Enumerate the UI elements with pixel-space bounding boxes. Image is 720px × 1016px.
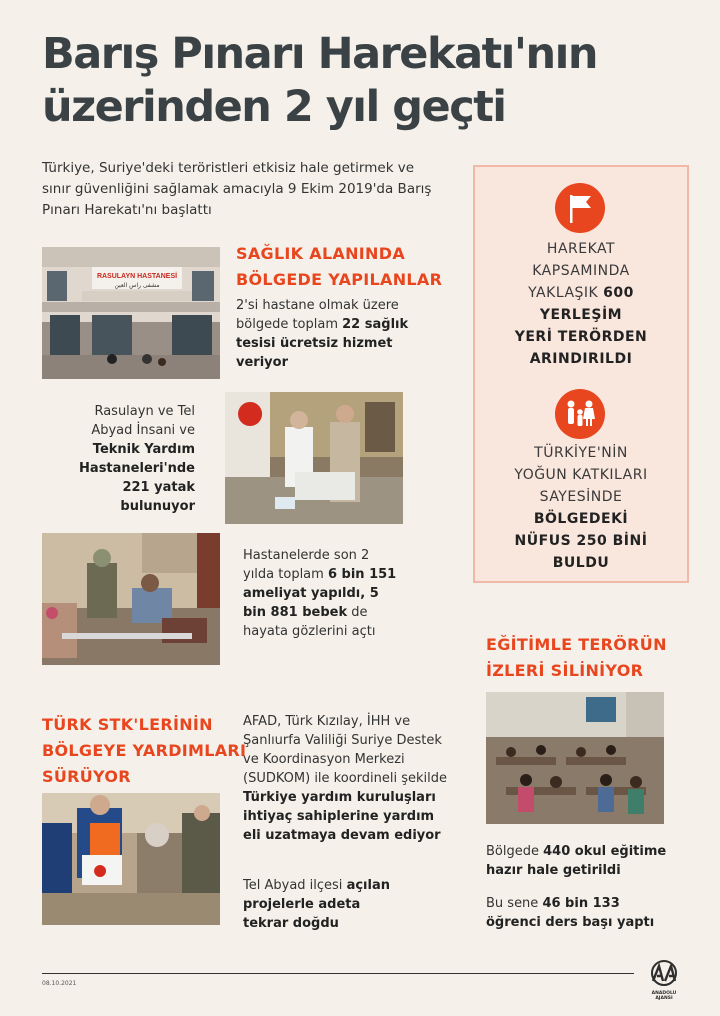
- aid-photo: [42, 793, 220, 925]
- footer-date: 08.10.2021: [42, 980, 77, 987]
- stk-heading-line-3: SÜRÜYOR: [42, 767, 131, 786]
- stk-paragraph-2: Tel Abyad ilçesi açılan projelerle adeta tekrar doğdu: [243, 878, 390, 931]
- hospital-photo: [42, 247, 220, 379]
- education-heading-line-1: EĞİTİMLE TERÖRÜN: [486, 635, 667, 654]
- classroom-photo: [486, 692, 664, 824]
- aa-logo-text: ANADOLU AJANSI: [651, 991, 677, 1001]
- footer-divider: [42, 973, 634, 974]
- stat-population: TÜRKİYE'NİN YOĞUN KATKILARI SAYESİNDE BÖLGEDEKİ NÜFUS 250 BİNİ BULDU: [514, 445, 648, 571]
- health-heading: [236, 241, 442, 293]
- patient-photo: [42, 533, 220, 665]
- title-line-1: Barış Pınarı Harekatı'nın: [42, 29, 598, 79]
- page-title: [42, 28, 682, 134]
- doctors-photo: [225, 392, 403, 524]
- hospital-sign-arabic: مشفى راس العين: [114, 282, 160, 289]
- stats-box: [473, 165, 689, 583]
- education-heading-line-2: İZLERİ SİLİNİYOR: [486, 661, 644, 680]
- health-paragraph-1: 2'si hastane olmak üzere bölgede toplam 22 sağlık tesisi ücretsiz hizmet veriyor: [236, 298, 409, 370]
- title-line-2: üzerinden 2 yıl geçti: [42, 82, 506, 132]
- health-paragraph-2: Rasulayn ve Tel Abyad İnsani ve Teknik Yardım Hastaneleri'nde 221 yatak bulunuyor: [79, 404, 195, 514]
- aa-logo: [644, 960, 684, 1001]
- stk-heading-line-1: TÜRK STK'LERİNİN: [42, 715, 213, 734]
- education-paragraph-1: Bölgede 440 okul eğitime hazır hale getirildi: [486, 844, 667, 878]
- stk-paragraph-1: AFAD, Türk Kızılay, İHH ve Şanlıurfa Valiliği Suriye Destek ve Koordinasyon Merkezi (SUDKOM) ile koordineli şekilde Türkiye yardım kuruluşları ihtiyaç sahiplerine yardım eli uzatmaya devam ediyor: [243, 714, 447, 843]
- stk-heading: [42, 712, 246, 790]
- stk-heading-line-2: BÖLGEYE YARDIMLARI: [42, 741, 247, 760]
- family-icon: [555, 389, 605, 439]
- flag-icon: [555, 183, 605, 233]
- health-heading-line-2: BÖLGEDE YAPILANLAR: [236, 270, 443, 289]
- health-heading-line-1: SAĞLIK ALANINDA: [236, 244, 406, 263]
- stat-settlements: HAREKAT KAPSAMINDA YAKLAŞIK 600 YERLEŞİM YERİ TERÖRDEN ARINDIRILDI: [514, 241, 648, 367]
- education-heading: [486, 632, 667, 684]
- health-paragraph-3: Hastanelerde son 2 yılda toplam 6 bin 151 ameliyat yapıldı, 5 bin 881 bebek de hayata gözlerini açtı: [243, 548, 397, 639]
- education-paragraph-2: Bu sene 46 bin 133 öğrenci ders başı yaptı: [486, 896, 655, 930]
- intro-text: Türkiye, Suriye'deki teröristleri etkisiz hale getirmek ve sınır güvenliğini sağlamak amacıyla 9 Ekim 2019'da Barış Pınarı Harekatı'nı başlattı: [42, 160, 432, 218]
- aa-logo-icon: [644, 960, 684, 986]
- hospital-sign-text: RASULAYN HASTANESİ: [96, 273, 178, 280]
